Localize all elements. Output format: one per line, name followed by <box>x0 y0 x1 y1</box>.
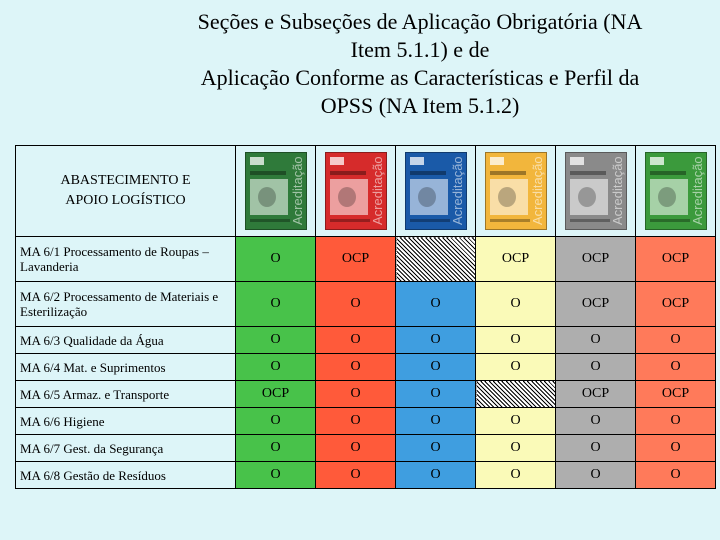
applicability-cell: O <box>396 408 476 435</box>
applicability-cell: OCP <box>236 381 316 408</box>
title-line-2: Item 5.1.1) e de <box>350 37 490 62</box>
table-row <box>16 354 716 381</box>
applicability-cell: O <box>236 327 316 354</box>
cover-photo-figure <box>578 187 596 207</box>
cover-logo-strip <box>410 157 424 165</box>
applicability-cell: O <box>476 327 556 354</box>
cover-footer <box>330 219 370 222</box>
table-row <box>16 435 716 462</box>
cover-side-text: Acreditação <box>289 156 305 226</box>
applicability-cell: O <box>316 327 396 354</box>
manual-cover-2 <box>325 152 387 230</box>
cover-photo-figure <box>658 187 676 207</box>
applicability-cell: O <box>476 435 556 462</box>
applicability-cell: O <box>236 237 316 282</box>
applicability-cell: O <box>316 408 396 435</box>
row-label: MA 6/1 Processamento de Roupas – Lavanderia <box>16 237 236 282</box>
table-body <box>16 237 716 489</box>
applicability-cell: O <box>396 435 476 462</box>
title-line-3: Aplicação Conforme as Características e Perfil da <box>200 65 640 90</box>
row-label: MA 6/3 Qualidade da Água <box>16 327 236 354</box>
applicability-cell: O <box>556 354 636 381</box>
table-row <box>16 237 716 282</box>
applicability-cell: O <box>316 435 396 462</box>
applicability-cell: O <box>236 435 316 462</box>
applicability-cell: O <box>636 462 716 489</box>
manual-cover-1 <box>245 152 307 230</box>
manual-cover-5 <box>565 152 627 230</box>
applicability-cell: O <box>476 408 556 435</box>
table-row <box>16 327 716 354</box>
applicability-cell: O <box>636 354 716 381</box>
section-header <box>16 146 236 237</box>
cover-footer <box>410 219 450 222</box>
table-row <box>16 381 716 408</box>
table-row <box>16 408 716 435</box>
applicability-cell: O <box>556 327 636 354</box>
applicability-cell: OCP <box>316 237 396 282</box>
not-applicable-cell <box>476 381 556 408</box>
cover-side-text: Acreditação <box>609 156 625 226</box>
section-header-line-1: ABASTECIMENTO E <box>60 173 191 188</box>
row-label: MA 6/2 Processamento de Materiais e Esterilização <box>16 282 236 327</box>
applicability-cell: O <box>236 282 316 327</box>
header-row <box>16 146 716 237</box>
applicability-cell: O <box>556 408 636 435</box>
cover-caption <box>410 171 446 175</box>
applicability-cell: O <box>236 354 316 381</box>
cover-caption <box>650 171 686 175</box>
applicability-cell: OCP <box>636 237 716 282</box>
applicability-cell: O <box>236 462 316 489</box>
applicability-cell: OCP <box>556 282 636 327</box>
applicability-cell: O <box>396 282 476 327</box>
applicability-cell: O <box>476 354 556 381</box>
section-header-line-2: APOIO LOGÍSTICO <box>65 193 186 208</box>
applicability-cell: OCP <box>636 282 716 327</box>
applicability-cell: O <box>316 462 396 489</box>
applicability-cell: O <box>636 327 716 354</box>
row-label: MA 6/4 Mat. e Suprimentos <box>16 354 236 381</box>
title-line-1: Seções e Subseções de Aplicação Obrigatória (NA <box>197 9 643 34</box>
cover-cell-2 <box>316 146 396 237</box>
applicability-cell: O <box>396 354 476 381</box>
cover-footer <box>490 219 530 222</box>
applicability-cell: O <box>396 381 476 408</box>
applicability-cell: O <box>316 354 396 381</box>
table-row <box>16 462 716 489</box>
manual-cover-6 <box>645 152 707 230</box>
applicability-cell: O <box>636 435 716 462</box>
applicability-cell: OCP <box>476 237 556 282</box>
applicability-cell: O <box>636 408 716 435</box>
cover-side-text: Acreditação <box>689 156 705 226</box>
applicability-cell: O <box>316 381 396 408</box>
applicability-cell: O <box>556 462 636 489</box>
applicability-cell: O <box>236 408 316 435</box>
manual-cover-3 <box>405 152 467 230</box>
applicability-cell: O <box>396 462 476 489</box>
applicability-cell: OCP <box>636 381 716 408</box>
cover-caption <box>330 171 366 175</box>
cover-side-text: Acreditação <box>449 156 465 226</box>
cover-footer <box>250 219 290 222</box>
applicability-cell: O <box>316 282 396 327</box>
row-label: MA 6/8 Gestão de Resíduos <box>16 462 236 489</box>
cover-logo-strip <box>250 157 264 165</box>
cover-cell-5 <box>556 146 636 237</box>
cover-cell-6 <box>636 146 716 237</box>
cover-cell-3 <box>396 146 476 237</box>
cover-cell-1 <box>236 146 316 237</box>
cover-footer <box>650 219 690 222</box>
row-label: MA 6/7 Gest. da Segurança <box>16 435 236 462</box>
cover-caption <box>490 171 526 175</box>
cover-photo-figure <box>418 187 436 207</box>
cover-logo-strip <box>490 157 504 165</box>
cover-logo-strip <box>650 157 664 165</box>
applicability-cell: OCP <box>556 381 636 408</box>
applicability-table <box>15 145 716 489</box>
cover-caption <box>250 171 286 175</box>
applicability-cell: O <box>556 435 636 462</box>
manual-cover-4 <box>485 152 547 230</box>
applicability-cell: OCP <box>556 237 636 282</box>
applicability-cell: O <box>396 327 476 354</box>
not-applicable-cell <box>396 237 476 282</box>
slide-title <box>120 8 720 120</box>
cover-side-text: Acreditação <box>529 156 545 226</box>
title-line-4: OPSS (NA Item 5.1.2) <box>320 93 520 118</box>
cover-footer <box>570 219 610 222</box>
applicability-cell: O <box>476 282 556 327</box>
cover-cell-4 <box>476 146 556 237</box>
applicability-cell: O <box>476 462 556 489</box>
cover-caption <box>570 171 606 175</box>
cover-logo-strip <box>570 157 584 165</box>
cover-photo-figure <box>498 187 516 207</box>
cover-logo-strip <box>330 157 344 165</box>
cover-photo-figure <box>258 187 276 207</box>
cover-photo-figure <box>338 187 356 207</box>
row-label: MA 6/6 Higiene <box>16 408 236 435</box>
table-row <box>16 282 716 327</box>
row-label: MA 6/5 Armaz. e Transporte <box>16 381 236 408</box>
cover-side-text: Acreditação <box>369 156 385 226</box>
